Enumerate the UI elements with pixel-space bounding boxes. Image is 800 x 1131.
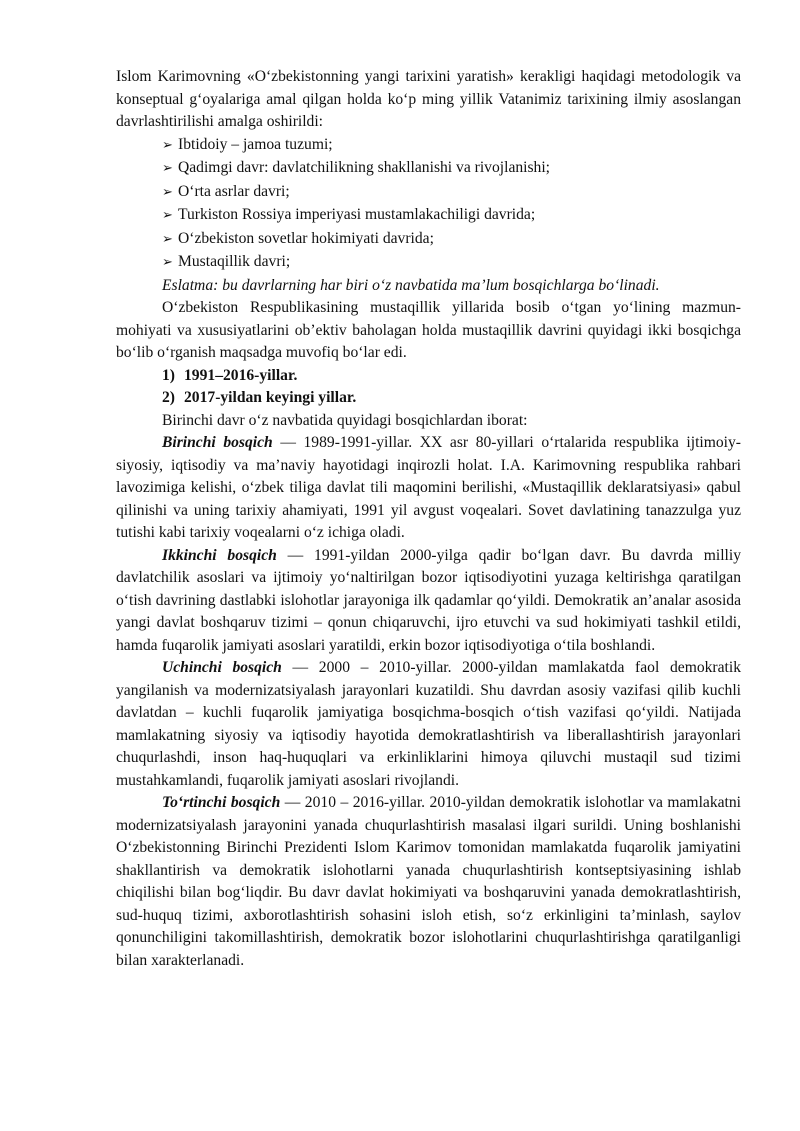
note-paragraph: Eslatma: bu davrlarning har biri o‘z navbatida ma’lum bosqichlarga bo‘linadi. <box>162 276 660 294</box>
independence-paragraph: O‘zbekiston Respublikasining mustaqillik yillarida bosib o‘tgan yo‘lining mazmun-mohiyati va xususiyatlarini ob’ektiv baholagan holda mustaqillik davrini quyidagi ikki bosqichga bo‘lib o‘rganish maqsadga muvofiq bo‘lar edi. <box>116 299 741 361</box>
stage-title: Uchinchi bosqich <box>162 659 282 676</box>
arrow-bullet-icon: ➢ <box>162 137 173 153</box>
period-label: Turkiston Rossiya imperiyasi mustamlakachiligi davrida; <box>178 206 536 223</box>
phase-number: 1) <box>162 366 175 384</box>
list-item <box>116 204 741 228</box>
period-label: Ibtidoiy – jamoa tuzumi; <box>178 135 333 153</box>
stage-title: Birinchi bosqich <box>162 434 273 451</box>
list-item <box>116 228 741 252</box>
arrow-bullet-icon: ➢ <box>162 184 173 200</box>
stage-text: — 2010 – 2016-yillar. 2010-yildan demokratik islohotlar va mamlakatni modernizatsiyalash jarayonini yanada chuqurlashtirish masalasi ilgari surildi. Uning boshlanishi O‘zbekistonning Birinchi Prezidenti Islom Karimov tomonidan mamlakatda fuqarolik jamiyatini shakllantirish va demokratik islohotlarni yanada chuqurlashtirish kontseptsiyasining ishlab chiqilishi bilan bog‘liqdir. Bu davr davlat hokimiyati va boshqaruvini yanada demokratlashtirish, sud-huquq tizimi, axborotlashtirish sohasini isloh etish, so‘z erkinligini ta’minlash, saylov qonunchiligini takomillashtirish, demokratik bozor islohotlarini chuqurlashtirishga qaratilganligi bilan xarakterlanadi. <box>116 794 741 969</box>
first-period-intro: Birinchi davr o‘z navbatida quyidagi bosqichlardan iborat: <box>162 411 528 429</box>
intro-paragraph: Islom Karimovning «O‘zbekistonning yangi tarixini yaratish» kerakligi haqidagi metodologik va konseptual g‘oyalariga amal qilgan holda ko‘p ming yillik Vatanimiz tarixining ilmiy asoslangan davrlashtirilishi amalga oshirildi: <box>116 68 741 130</box>
period-label: O‘zbekiston sovetlar hokimiyati davrida; <box>178 229 434 247</box>
period-label: Mustaqillik davri; <box>178 253 291 270</box>
list-item <box>116 251 741 275</box>
period-label: Qadimgi davr: davlatchilikning shakllanishi va rivojlanishi; <box>178 159 551 176</box>
stage-paragraph <box>116 792 741 972</box>
document-page <box>116 66 741 972</box>
stage-title: Ikkinchi bosqich <box>162 546 277 564</box>
list-item <box>116 157 741 181</box>
arrow-bullet-icon: ➢ <box>162 208 173 223</box>
stage-paragraph <box>116 432 741 545</box>
stage-paragraph <box>116 545 741 658</box>
stage-title: To‘rtinchi bosqich <box>162 794 281 811</box>
periods-list <box>116 134 741 275</box>
stage-text: — 1991-yildan 2000-yilga qadir bo‘lgan davr. Bu davrda milliy davlatchilik asoslari va ijtimoiy yo‘naltirilgan bozor iqtisodiyotini yuzaga keltirishga qaratilgan o‘tish davrining dastlabki islohotlar jarayoniga ilk qadamlar qo‘yildi. Demokratik an’analar asosida yangi davlat boshqaruv tizimi – qonun chiqaruvchi, ijro etuvchi va sud hokimiyati tashkil etildi, hamda fuqarolik jamiyati asoslari yaratildi, erkin bozor iqtisodiyotiga o‘tila boshlandi. <box>116 546 741 654</box>
period-label: O‘rta asrlar davri; <box>178 182 290 200</box>
phases-list <box>116 365 741 410</box>
phase-label: 1991–2016-yillar. <box>184 366 298 384</box>
stage-text: — 1989-1991-yillar. XX asr 80-yillari o‘rtalarida respublika ijtimoiy-siyosiy, iqtisodiy va ma’naviy hayotidagi inqirozli holat. I.A. Karimovning respublika rahbari lavozimiga kelishi, o‘zbek tiliga davlat tili maqomini berilishi, «Mustaqillik deklaratsiyasi» qabul qilinishi va uning tarixiy ahamiyati, 1991 yil avgust voqealari. Sovet davlatining tanazzulga yuz tutishi kabi tarixiy voqealarni o‘z ichiga oladi. <box>116 434 741 541</box>
phase-number: 2) <box>162 389 175 406</box>
arrow-bullet-icon: ➢ <box>162 231 173 247</box>
list-item <box>116 365 741 388</box>
stage-paragraph <box>116 657 741 792</box>
phase-label: 2017-yildan keyingi yillar. <box>184 389 357 406</box>
arrow-bullet-icon: ➢ <box>162 161 173 176</box>
list-item <box>116 134 741 158</box>
list-item <box>116 181 741 205</box>
stage-text: — 2000 – 2010-yillar. 2000-yildan mamlakatda faol demokratik yangilanish va modernizatsiyalash jarayonlari kuzatildi. Shu davrdan asosiy vazifasi qilib kuchli davlatdan – kuchli fuqarolik jamiyatiga bosqichma-bosqich o‘tish vazifasi qo‘yildi. Natijada mamlakatning siyosiy va iqtisodiy hayotida demokratlashtirish va liberallashtirish jarayonlari chuqurlashdi, inson haq-huquqlari va erkinliklarini himoya qiluvchi mustaqil sud tizimi mustahkamlandi, fuqarolik jamiyati asoslari rivojlandi. <box>116 659 741 789</box>
arrow-bullet-icon: ➢ <box>162 255 173 270</box>
list-item <box>116 387 741 410</box>
